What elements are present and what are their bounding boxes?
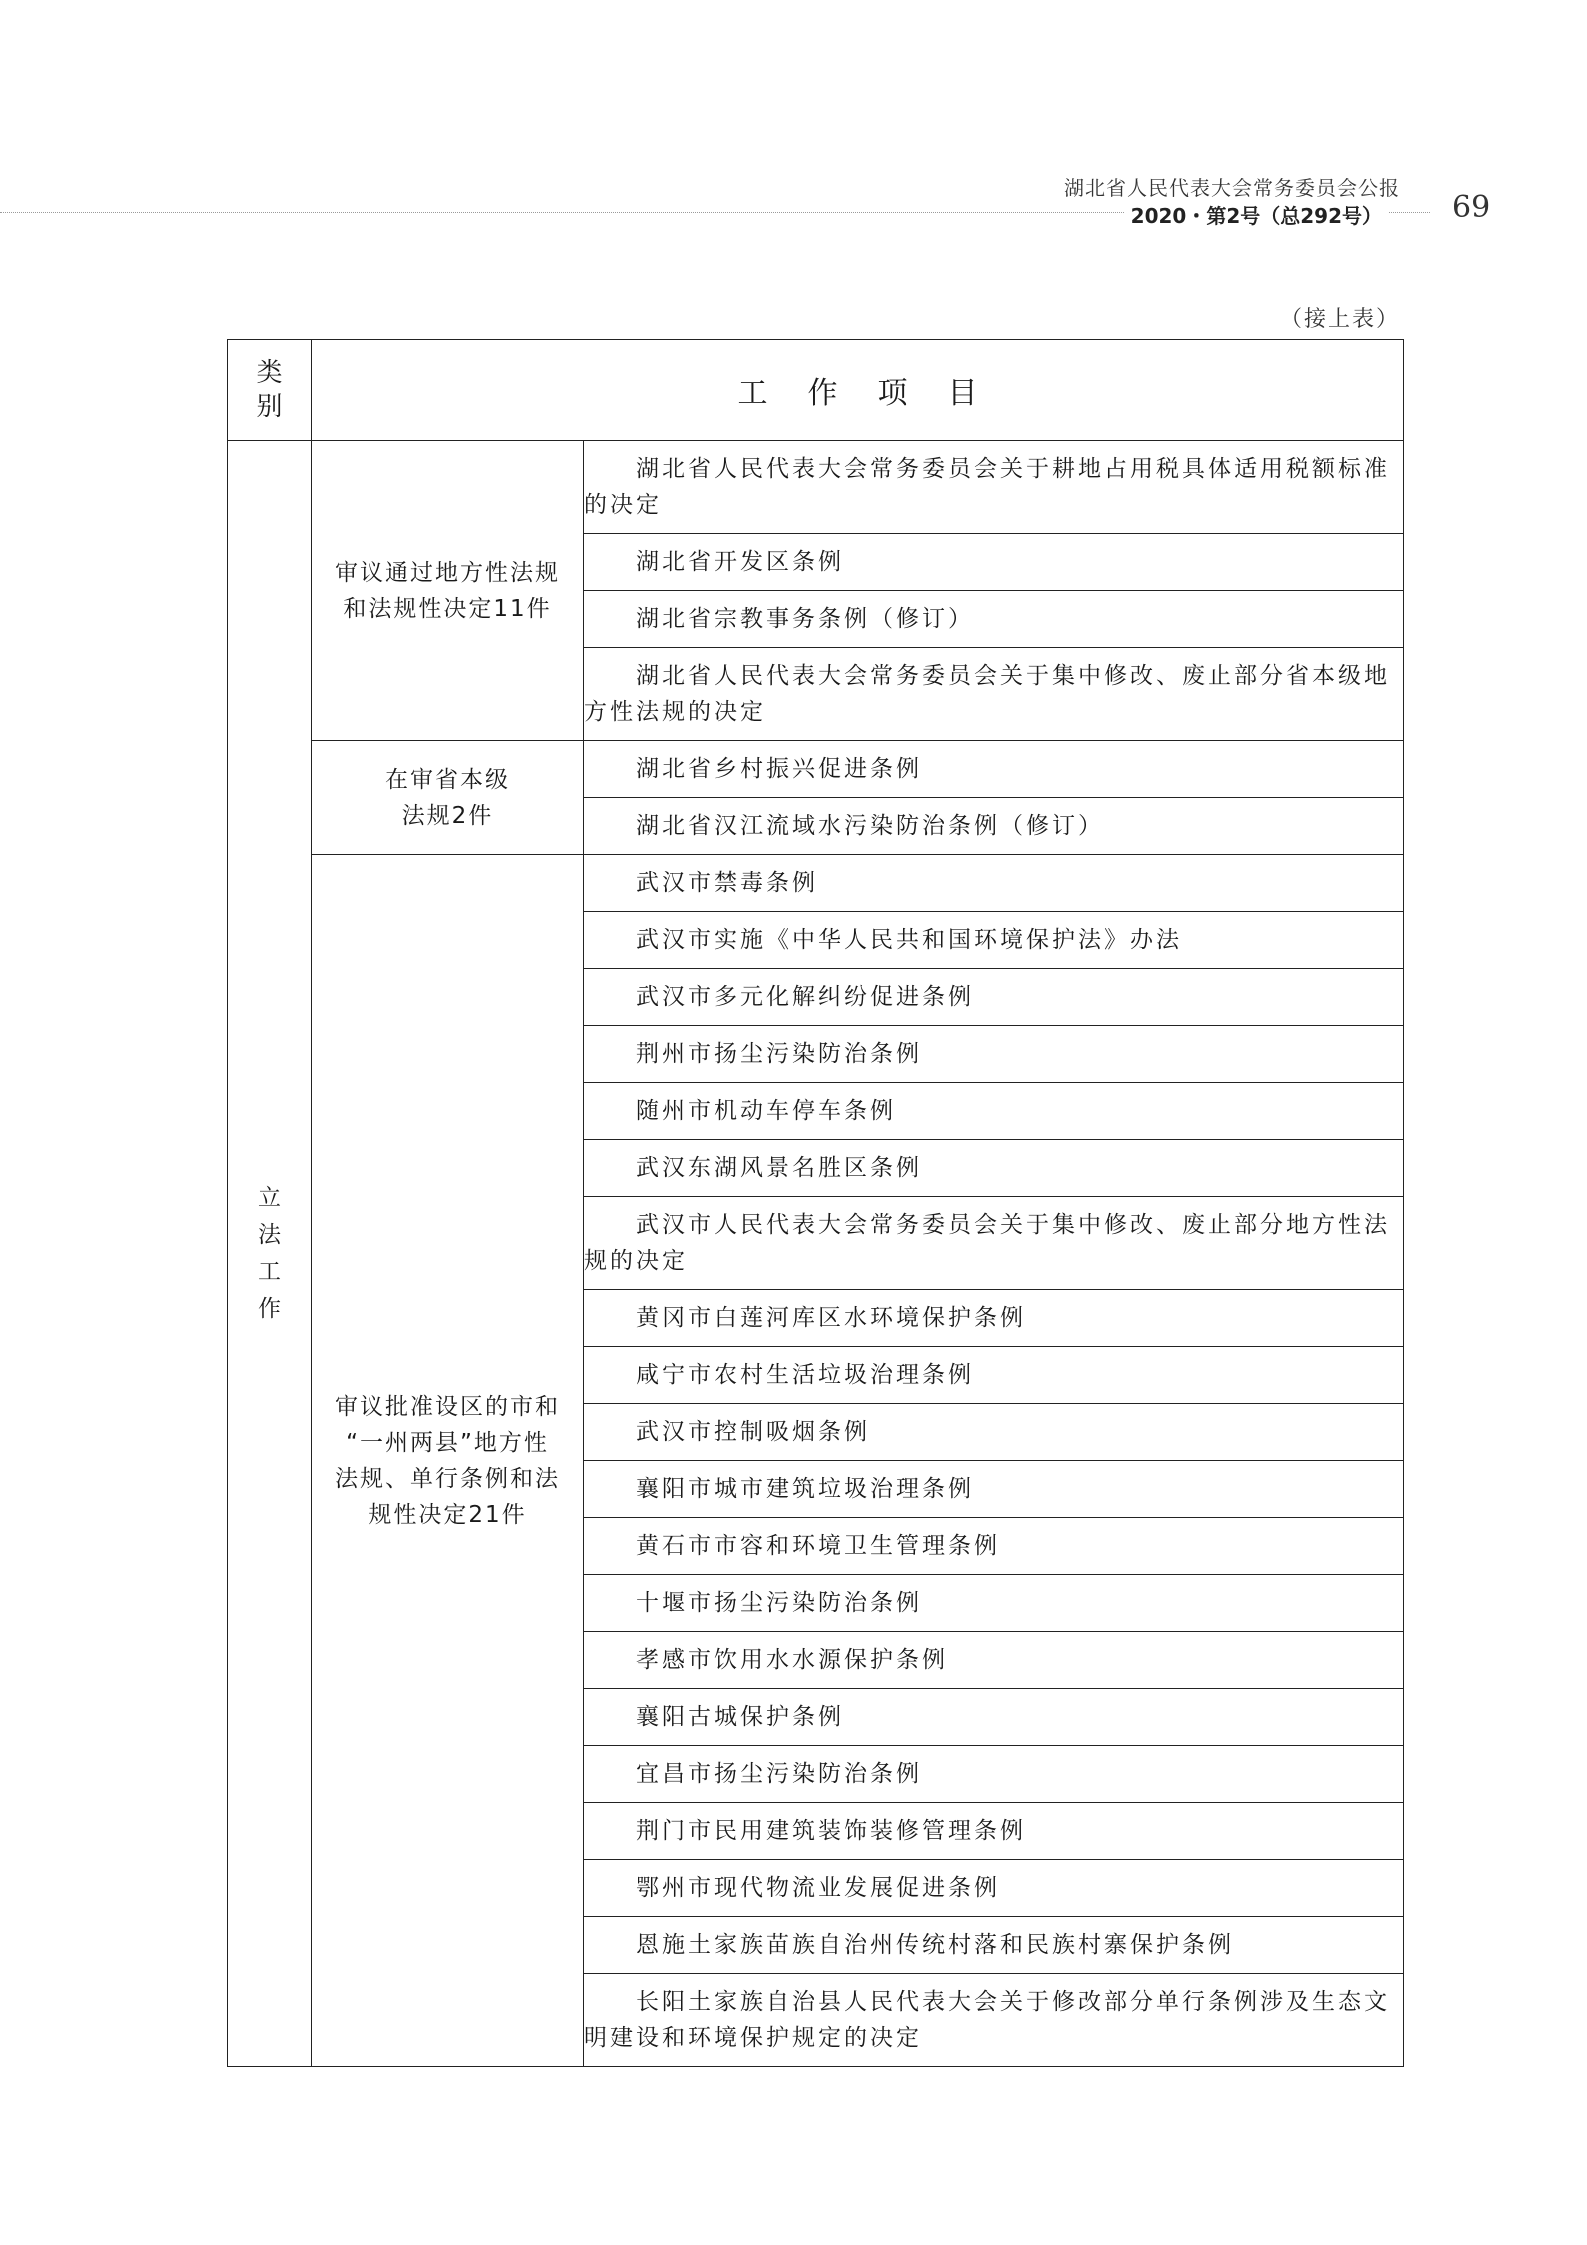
group-label-cell bbox=[312, 855, 584, 2067]
group-label-cell bbox=[312, 741, 584, 855]
group-label-line: 规性决定21件 bbox=[368, 1501, 527, 1528]
group-label-line: 审议通过地方性法规 bbox=[335, 559, 560, 586]
work-item: 湖北省人民代表大会常务委员会关于集中修改、废止部分省本级地方性法规的决定 bbox=[584, 648, 1404, 741]
work-item: 荆门市民用建筑装饰装修管理条例 bbox=[584, 1803, 1404, 1860]
work-item: 湖北省宗教事务条例（修订） bbox=[584, 591, 1404, 648]
group-label-line: 法规2件 bbox=[401, 802, 494, 829]
group-label-cell bbox=[312, 441, 584, 741]
work-item: 黄石市市容和环境卫生管理条例 bbox=[584, 1518, 1404, 1575]
work-item: 湖北省开发区条例 bbox=[584, 534, 1404, 591]
group-label-line: 法规、单行条例和法 bbox=[335, 1465, 560, 1492]
work-item: 武汉市多元化解纠纷促进条例 bbox=[584, 969, 1404, 1026]
header-category-char: 别 bbox=[256, 392, 283, 422]
work-item: 武汉市人民代表大会常务委员会关于集中修改、废止部分地方性法规的决定 bbox=[584, 1197, 1404, 1290]
legislation-table bbox=[227, 339, 1404, 2067]
page-number: 69 bbox=[1452, 190, 1491, 225]
table-row bbox=[228, 741, 1404, 798]
work-item: 武汉东湖风景名胜区条例 bbox=[584, 1140, 1404, 1197]
work-item: 随州市机动车停车条例 bbox=[584, 1083, 1404, 1140]
table-body bbox=[228, 441, 1404, 2067]
work-item: 湖北省汉江流域水污染防治条例（修订） bbox=[584, 798, 1404, 855]
continued-label: （接上表） bbox=[1279, 307, 1400, 332]
group-label-line: 和法规性决定11件 bbox=[343, 595, 552, 622]
work-item: 咸宁市农村生活垃圾治理条例 bbox=[584, 1347, 1404, 1404]
group-label-line: 在审省本级 bbox=[385, 766, 510, 793]
header-work-items: 工作项目 bbox=[312, 340, 1404, 441]
work-item: 襄阳市城市建筑垃圾治理条例 bbox=[584, 1461, 1404, 1518]
group-label-line: 审议批准设区的市和 bbox=[335, 1393, 560, 1420]
work-item: 湖北省人民代表大会常务委员会关于耕地占用税具体适用税额标准的决定 bbox=[584, 441, 1404, 534]
work-item: 襄阳古城保护条例 bbox=[584, 1689, 1404, 1746]
work-item: 荆州市扬尘污染防治条例 bbox=[584, 1026, 1404, 1083]
header-category bbox=[228, 340, 312, 441]
table-header-row bbox=[228, 340, 1404, 441]
work-item: 湖北省乡村振兴促进条例 bbox=[584, 741, 1404, 798]
work-item: 十堰市扬尘污染防治条例 bbox=[584, 1575, 1404, 1632]
header-category-text bbox=[228, 356, 311, 424]
table-row bbox=[228, 441, 1404, 534]
group-label-line: “一州两县”地方性 bbox=[346, 1429, 549, 1456]
category-char: 立 bbox=[258, 1184, 281, 1211]
work-item: 恩施土家族苗族自治州传统村落和民族村寨保护条例 bbox=[584, 1917, 1404, 1974]
header-category-char: 类 bbox=[256, 358, 283, 388]
work-item: 黄冈市白莲河库区水环境保护条例 bbox=[584, 1290, 1404, 1347]
issue-label bbox=[900, 200, 1388, 229]
work-item: 长阳土家族自治县人民代表大会关于修改部分单行条例涉及生态文明建设和环境保护规定的决定 bbox=[584, 1974, 1404, 2067]
category-char: 作 bbox=[258, 1295, 281, 1322]
table-row bbox=[228, 855, 1404, 912]
journal-title: 湖北省人民代表大会常务委员会公报 bbox=[1064, 176, 1400, 200]
work-item: 孝感市饮用水水源保护条例 bbox=[584, 1632, 1404, 1689]
work-item: 武汉市实施《中华人民共和国环境保护法》办法 bbox=[584, 912, 1404, 969]
work-item: 武汉市控制吸烟条例 bbox=[584, 1404, 1404, 1461]
work-item: 宜昌市扬尘污染防治条例 bbox=[584, 1746, 1404, 1803]
category-char: 法 bbox=[258, 1221, 281, 1248]
category-cell bbox=[228, 441, 312, 2067]
work-item: 武汉市禁毒条例 bbox=[584, 855, 1404, 912]
work-item: 鄂州市现代物流业发展促进条例 bbox=[584, 1860, 1404, 1917]
issue-text: 2020・第2号（总292号） bbox=[1125, 204, 1388, 228]
category-char: 工 bbox=[258, 1258, 281, 1285]
